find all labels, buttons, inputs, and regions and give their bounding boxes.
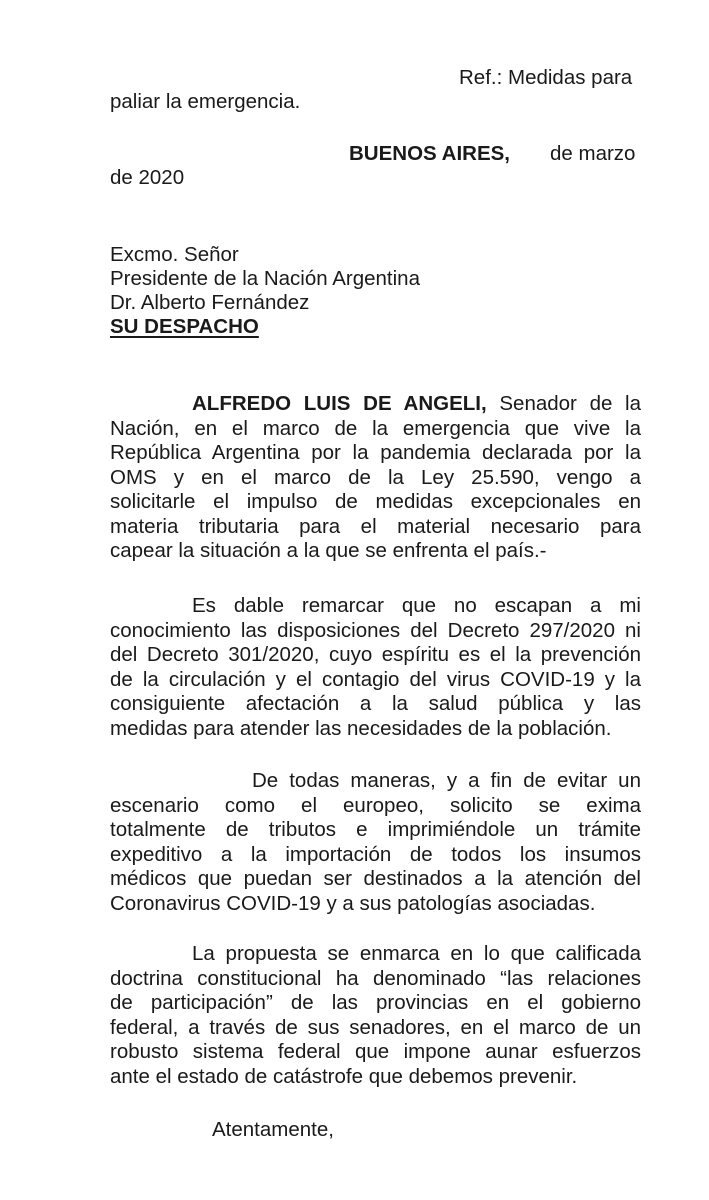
paragraph-1 <box>110 392 641 564</box>
closing: Atentamente, <box>212 1118 334 1141</box>
paragraph-3-line-6: Coronavirus COVID-19 y a sus patologías asociadas. <box>110 891 596 915</box>
reference-line-1: Ref.: Medidas para <box>459 66 633 89</box>
paragraph-1-line-2: Nación, en el marco de la emergencia que vive la <box>110 416 641 440</box>
paragraph-3 <box>110 769 641 916</box>
paragraph-3-line-1: De todas maneras, y a fin de evitar un <box>252 769 641 792</box>
paragraph-3-line-4: expeditivo a la importación de todos los insumos <box>110 842 641 866</box>
paragraph-1-line-1 <box>110 392 641 417</box>
paragraph-1-line-1-rest: Senador de la <box>499 392 642 415</box>
paragraph-4-line-1: La propuesta se enmarca en lo que calificada <box>192 942 641 965</box>
paragraph-3-line-5: médicos que puedan ser destinados a la atención del <box>110 867 641 890</box>
paragraph-2-line-6: medidas para atender las necesidades de la población. <box>110 716 612 740</box>
paragraph-3-line-3: totalmente de tributos e imprimiéndole un trámite <box>110 818 641 841</box>
date-month: de marzo <box>550 142 636 165</box>
paragraph-1-line-6: materia tributaria para el material necesario para <box>110 514 641 538</box>
recipient-title: Presidente de la Nación Argentina <box>110 267 420 290</box>
city: BUENOS AIRES, <box>349 142 510 165</box>
reference-line-2: paliar la emergencia. <box>110 90 301 113</box>
paragraph-1-line-3: República Argentina por la pandemia declarada por la <box>110 441 641 464</box>
paragraph-4-line-4: federal, a través de sus senadores, en el marco de un <box>110 1015 641 1039</box>
paragraph-4-line-5: robusto sistema federal que impone aunar esfuerzos <box>110 1040 641 1063</box>
paragraph-3-line-2: escenario como el europeo, solicito se exima <box>110 793 641 817</box>
paragraph-2-line-5: consiguiente afectación a la salud pública y las <box>110 692 641 715</box>
recipient-office: SU DESPACHO <box>110 315 259 338</box>
recipient-salutation: Excmo. Señor <box>110 243 239 266</box>
paragraph-1-line-7: capear la situación a la que se enfrenta el país.- <box>110 539 547 562</box>
paragraph-1-line-4: OMS y en el marco de la Ley 25.590, vengo a <box>110 465 641 489</box>
sender-name: ALFREDO LUIS DE ANGELI, <box>192 392 487 415</box>
paragraph-2-line-4: de la circulación y el contagio del virus COVID-19 y la <box>110 667 641 691</box>
recipient-name: Dr. Alberto Fernández <box>110 291 310 314</box>
paragraph-4-line-3: de participación” de las provincias en el gobierno <box>110 991 641 1014</box>
paragraph-2 <box>110 594 641 741</box>
paragraph-4-line-2: doctrina constitucional ha denominado “las relaciones <box>110 966 641 990</box>
paragraph-2-line-2: conocimiento las disposiciones del Decreto 297/2020 ni <box>110 618 641 642</box>
paragraph-4 <box>110 942 641 1089</box>
paragraph-2-line-3: del Decreto 301/2020, cuyo espíritu es el la prevención <box>110 643 641 666</box>
date-year: de 2020 <box>110 166 185 189</box>
paragraph-4-line-6: ante el estado de catástrofe que debemos prevenir. <box>110 1064 578 1088</box>
paragraph-1-line-5: solicitarle el impulso de medidas excepcionales en <box>110 490 641 513</box>
paragraph-2-line-1: Es dable remarcar que no escapan a mi <box>192 594 641 617</box>
